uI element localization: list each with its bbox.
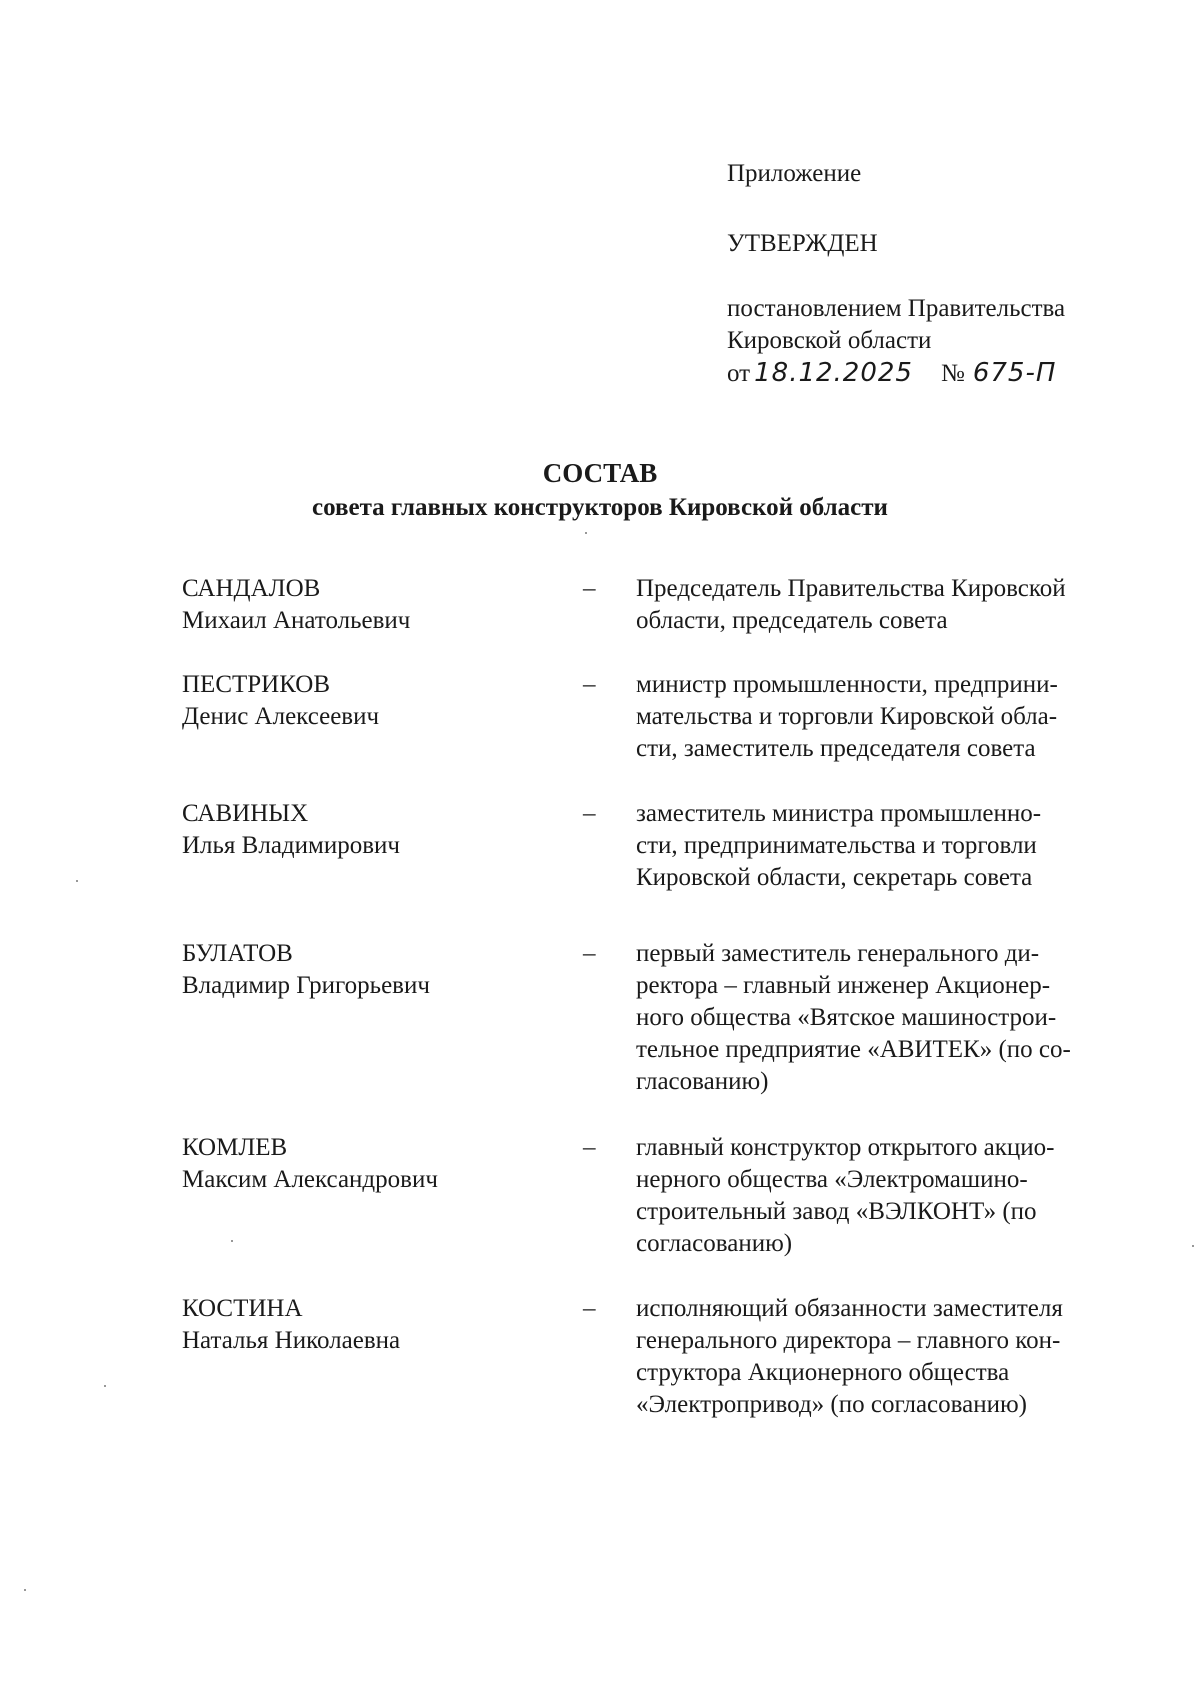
- member-name: [182, 669, 562, 733]
- decree-line-1: постановлением Правительства: [727, 295, 1066, 322]
- member-surname: КОСТИНА: [182, 1295, 303, 1322]
- member-name: [182, 938, 562, 1002]
- scan-speck: [76, 880, 78, 882]
- member-given-names: Наталья Николаевна: [182, 1327, 401, 1354]
- approval-block: [727, 158, 1065, 390]
- member-entry: [182, 1293, 1122, 1433]
- document-subtitle: совета главных конструкторов Кировской области: [312, 494, 888, 521]
- member-dash: –: [583, 800, 596, 827]
- member-given-names: Максим Александрович: [182, 1166, 438, 1193]
- member-name: [182, 1132, 562, 1196]
- appendix-label: Приложение: [727, 160, 862, 187]
- member-dash: –: [583, 1134, 596, 1161]
- member-dash: –: [583, 671, 596, 698]
- member-name: [182, 573, 562, 637]
- member-surname: САНДАЛОВ: [182, 575, 321, 602]
- member-name: [182, 798, 562, 862]
- member-entry: [182, 573, 1122, 669]
- date-prefix: от: [727, 360, 751, 387]
- member-role: заместитель министра промышленно- сти, предпринимательства и торговли Кировской области, секретарь совета: [636, 800, 1042, 891]
- member-surname: БУЛАТОВ: [182, 940, 293, 967]
- number-prefix: №: [940, 360, 965, 387]
- member-surname: ПЕСТРИКОВ: [182, 671, 331, 698]
- member-role: главный конструктор открытого акцио- нерного общества «Электромашино- строительный завод «ВЭЛКОНТ» (по согласованию): [636, 1134, 1055, 1257]
- scan-speck: [24, 1589, 26, 1591]
- scan-speck: [1192, 1245, 1194, 1247]
- scan-speck: [231, 1240, 233, 1242]
- scan-speck: [585, 532, 587, 534]
- member-given-names: Михаил Анатольевич: [182, 607, 411, 634]
- member-surname: САВИНЫХ: [182, 800, 309, 827]
- member-role: первый заместитель генерального ди- ректора – главный инженер Акционер- ного общества «Вятское машинострои- тельное предприятие «АВИТЕК» (по со- гласованию): [636, 940, 1071, 1095]
- member-role: министр промышленности, предприни- мательства и торговли Кировской обла- сти, заместитель председателя совета: [636, 671, 1058, 762]
- decree-date-line: [727, 357, 1065, 390]
- member-given-names: Илья Владимирович: [182, 832, 400, 859]
- member-dash: –: [583, 940, 596, 967]
- handwritten-number: 675-П: [972, 358, 1057, 388]
- member-surname: КОМЛЕВ: [182, 1134, 288, 1161]
- approved-label: УТВЕРЖДЕН: [727, 230, 878, 257]
- member-entry: [182, 938, 1122, 1132]
- member-name: [182, 1293, 562, 1357]
- scan-speck: [104, 1385, 106, 1387]
- member-given-names: Владимир Григорьевич: [182, 972, 430, 999]
- member-entry: [182, 798, 1122, 938]
- handwritten-date: 18.12.2025: [754, 358, 913, 388]
- document-title: СОСТАВ: [542, 458, 658, 488]
- member-role: Председатель Правительства Кировской области, председатель совета: [636, 575, 1066, 634]
- member-entry: [182, 1132, 1122, 1293]
- members-list: [182, 573, 1122, 1433]
- member-entry: [182, 669, 1122, 798]
- member-role: исполняющий обязанности заместителя генерального директора – главного кон- структора Акционерного общества «Электропривод» (по согласованию): [636, 1295, 1063, 1418]
- member-dash: –: [583, 1295, 596, 1322]
- member-dash: –: [583, 575, 596, 602]
- decree-line-2: Кировской области: [727, 327, 932, 354]
- member-given-names: Денис Алексеевич: [182, 703, 380, 730]
